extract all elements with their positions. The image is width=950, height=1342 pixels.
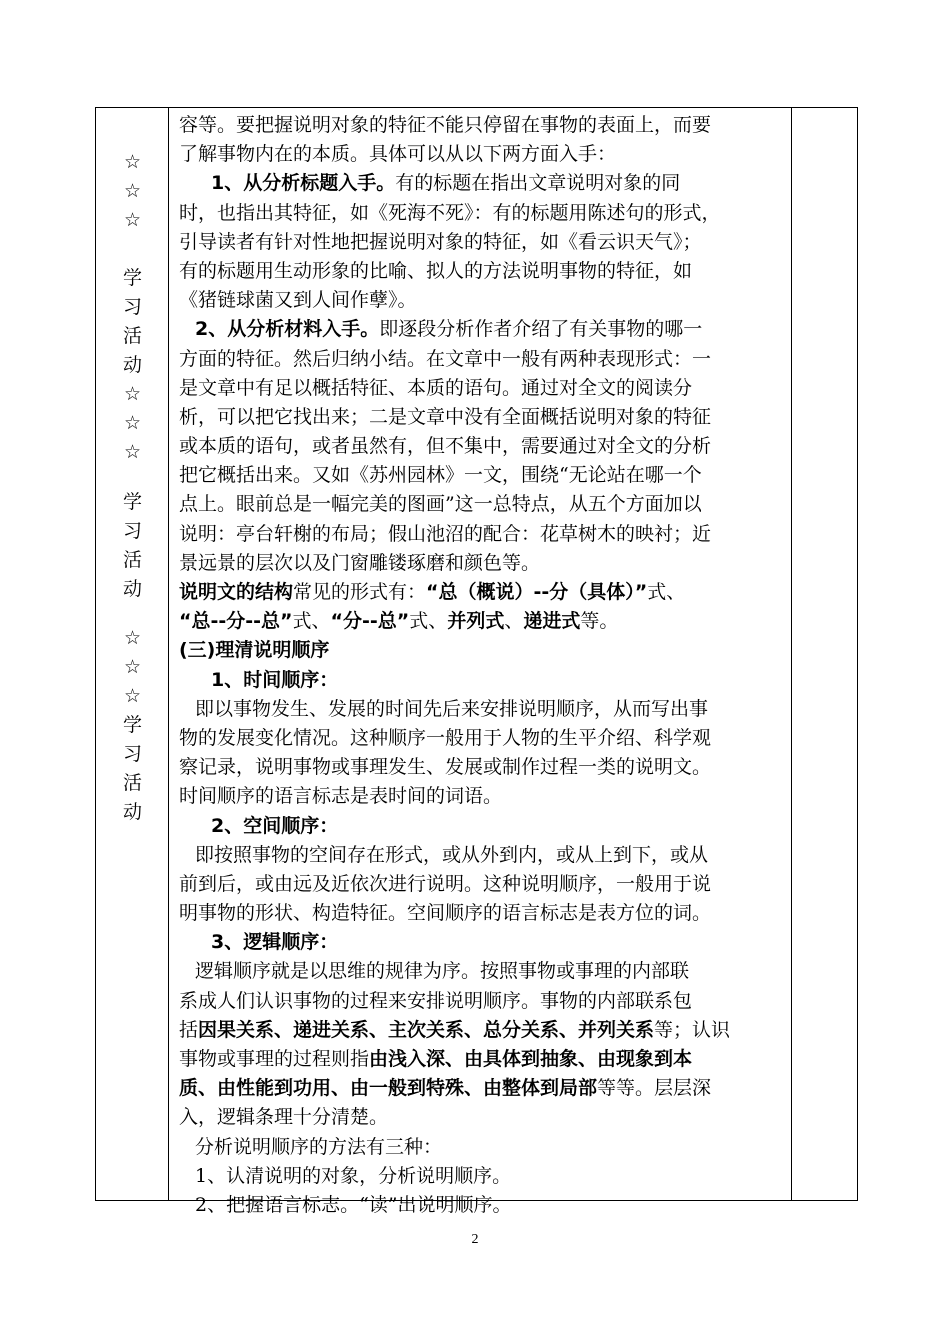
sidebar-char: 习 <box>122 296 142 318</box>
text-run: 分析说明顺序的方法有三种： <box>195 1135 443 1158</box>
text-run: 系成人们认识事物的过程来安排说明顺序。事物的内部联系包 <box>179 989 693 1012</box>
text-run: 方面的特征。然后归纳小结。在文章中一般有两种表现形式：一 <box>179 347 712 370</box>
star-icon: ☆ <box>123 656 142 678</box>
text-run: 有的标题用生动形象的比喻、拟人的方法说明事物的特征，如 <box>179 259 693 282</box>
sidebar-char: 学 <box>122 267 142 289</box>
text-run: 逻辑顺序就是以思维的规律为序。按照事物或事理的内部联 <box>195 960 690 983</box>
text-run: 即按照事物的空间存在形式，或从外到内，或从上到下，或从 <box>195 843 709 866</box>
bold-text: “总（概说）--分（具体）” <box>426 581 648 603</box>
content-line <box>179 812 787 841</box>
content-column <box>169 108 792 1216</box>
content-line <box>179 403 787 432</box>
sidebar-char: 活 <box>122 549 142 571</box>
sidebar-column <box>96 108 169 1200</box>
text-run: 1、认清说明的对象，分析说明顺序。 <box>195 1164 512 1187</box>
sidebar-char: 活 <box>122 325 142 347</box>
content-line <box>179 1074 787 1103</box>
text-run: 即逐段分析作者介绍了有关事物的哪一 <box>379 318 703 341</box>
text-run: 说明：亭台轩榭的布局；假山池沼的配合：花草树木的映衬；近 <box>179 522 712 545</box>
bold-text: “分--总” <box>330 610 410 633</box>
sidebar-char: 动 <box>122 578 142 600</box>
content-line <box>179 928 787 957</box>
text-run: 事物或事理的过程则指 <box>179 1048 370 1070</box>
star-icon: ☆ <box>123 627 142 649</box>
content-line <box>179 607 787 636</box>
bold-text: 因果关系、递进关系、主次关系、总分关系、并列关系 <box>198 1018 655 1041</box>
content-line <box>179 957 787 986</box>
content-line <box>179 461 787 490</box>
content-line <box>179 257 787 286</box>
content-line <box>179 345 787 374</box>
content-line <box>179 111 787 140</box>
sidebar-label-group-1 <box>96 148 169 467</box>
content-line <box>179 695 787 724</box>
text-run: 式、 <box>292 610 331 633</box>
content-line <box>179 140 787 169</box>
text-run: 把它概括出来。又如《苏州园林》一文，围绕“无论站在哪一个 <box>179 464 702 487</box>
bold-text: “总--分--总” <box>179 610 293 633</box>
text-run: 了解事物内在的本质。具体可以从以下两方面入手： <box>179 143 617 166</box>
text-run: 有的标题在指出文章说明对象的同 <box>395 172 681 195</box>
content-line <box>179 1045 787 1074</box>
star-icon: ☆ <box>123 412 142 434</box>
star-icon: ☆ <box>123 151 142 173</box>
star-icon: ☆ <box>123 685 142 707</box>
content-line <box>179 841 787 870</box>
text-run: 括 <box>179 1018 199 1041</box>
star-icon: ☆ <box>123 180 142 202</box>
text-run: 明事物的形状、构造特征。空间顺序的语言标志是表方位的词。 <box>179 902 712 925</box>
sidebar-char: 习 <box>122 520 142 542</box>
text-run: 察记录，说明事物或事理发生、发展或制作过程一类的说明文。 <box>179 756 712 779</box>
content-line <box>179 549 787 578</box>
bold-text: 1、时间顺序： <box>211 668 339 691</box>
text-run: 引导读者有针对性地把握说明对象的特征，如《看云识天气》； <box>179 230 702 253</box>
bold-text: 3、逻辑顺序： <box>211 931 339 954</box>
sidebar-char: 学 <box>122 714 142 736</box>
star-icon: ☆ <box>123 441 142 463</box>
bold-text: 并列式 <box>447 610 505 633</box>
content-line <box>179 1191 787 1220</box>
content-line <box>179 1162 787 1191</box>
content-line <box>179 432 787 461</box>
text-run: 常见的形式有： <box>293 581 427 603</box>
content-line <box>179 315 787 344</box>
sidebar-label-group-3 <box>96 624 169 827</box>
content-line <box>179 724 787 753</box>
text-run: 等。 <box>580 610 619 633</box>
content-line <box>179 636 787 665</box>
bold-text: 2、空间顺序： <box>211 814 339 837</box>
text-run: 容等。要把握说明对象的特征不能只停留在事物的表面上，而要 <box>179 114 712 136</box>
text-run: 物的发展变化情况。这种顺序一般用于人物的生平介绍、科学观 <box>179 726 712 749</box>
content-line <box>179 520 787 549</box>
content-line <box>179 782 787 811</box>
text-run: 式、 <box>409 610 448 633</box>
text-run: 或本质的语句，或者虽然有，但不集中，需要通过对全文的分析 <box>179 435 712 458</box>
content-line <box>179 987 787 1016</box>
text-run: 、 <box>504 610 524 633</box>
text-run: 析，可以把它找出来；二是文章中没有全面概括说明对象的特征 <box>179 405 712 428</box>
sidebar-char: 学 <box>122 491 142 513</box>
text-run: 是文章中有足以概括特征、本质的语句。通过对全文的阅读分 <box>179 376 693 399</box>
content-line <box>179 1133 787 1162</box>
bold-text: 质、由性能到功用、由一般到特殊、由整体到局部 <box>179 1077 598 1100</box>
sidebar-char: 动 <box>122 801 142 823</box>
text-run: 入，逻辑条理十分清楚。 <box>179 1106 389 1129</box>
bold-text: 由浅入深、由具体到抽象、由现象到本 <box>369 1048 693 1070</box>
content-line <box>179 666 787 695</box>
sidebar-label-group-2 <box>96 488 169 604</box>
content-line <box>179 899 787 928</box>
text-run: 等；认识 <box>654 1018 731 1041</box>
text-run: 时间顺序的语言标志是表时间的词语。 <box>179 785 503 808</box>
bold-text: 递进式 <box>523 610 581 633</box>
content-line <box>179 870 787 899</box>
lesson-table <box>95 107 858 1216</box>
text-run: 即以事物发生、发展的时间先后来安排说明顺序，从而写出事 <box>195 697 709 720</box>
text-run: 点上。眼前总是一幅完美的图画”这一总特点，从五个方面加以 <box>179 493 702 516</box>
content-line <box>179 490 787 519</box>
content-line <box>179 578 787 607</box>
text-run: 式、 <box>647 581 686 603</box>
content-line <box>179 1016 787 1045</box>
content-line <box>179 1103 787 1132</box>
text-run: 时，也指出其特征，如《死海不死》：有的标题用陈述句的形式， <box>179 201 721 224</box>
bold-text: 1、从分析标题入手。 <box>211 172 396 195</box>
page-number: 2 <box>471 1232 479 1247</box>
content-line <box>179 753 787 782</box>
star-icon: ☆ <box>123 209 142 231</box>
text-run: 前到后，或由远及近依次进行说明。这种说明顺序，一般用于说 <box>179 872 712 895</box>
content-line <box>179 228 787 257</box>
bold-text: (三)理清说明顺序 <box>179 639 330 662</box>
text-run: 《猪链球菌又到人间作孽》。 <box>179 289 417 312</box>
bold-text: 说明文的结构 <box>179 581 294 603</box>
content-line <box>179 199 787 228</box>
content-line <box>179 374 787 403</box>
content-line <box>179 169 787 198</box>
content-text <box>179 111 787 1220</box>
notes-column <box>792 108 857 1200</box>
sidebar-char: 动 <box>122 354 142 376</box>
content-line <box>179 286 787 315</box>
text-run: 等等。层层深 <box>597 1077 712 1100</box>
sidebar-char: 习 <box>122 743 142 765</box>
text-run: 景远景的层次以及门窗雕镂琢磨和颜色等。 <box>179 551 541 574</box>
bold-text: 2、从分析材料入手。 <box>195 318 380 341</box>
sidebar-char <box>96 235 169 264</box>
sidebar-char: 活 <box>122 772 142 794</box>
star-icon: ☆ <box>123 383 142 405</box>
text-run: 2、把握语言标志。“读”出说明顺序。 <box>195 1193 512 1216</box>
